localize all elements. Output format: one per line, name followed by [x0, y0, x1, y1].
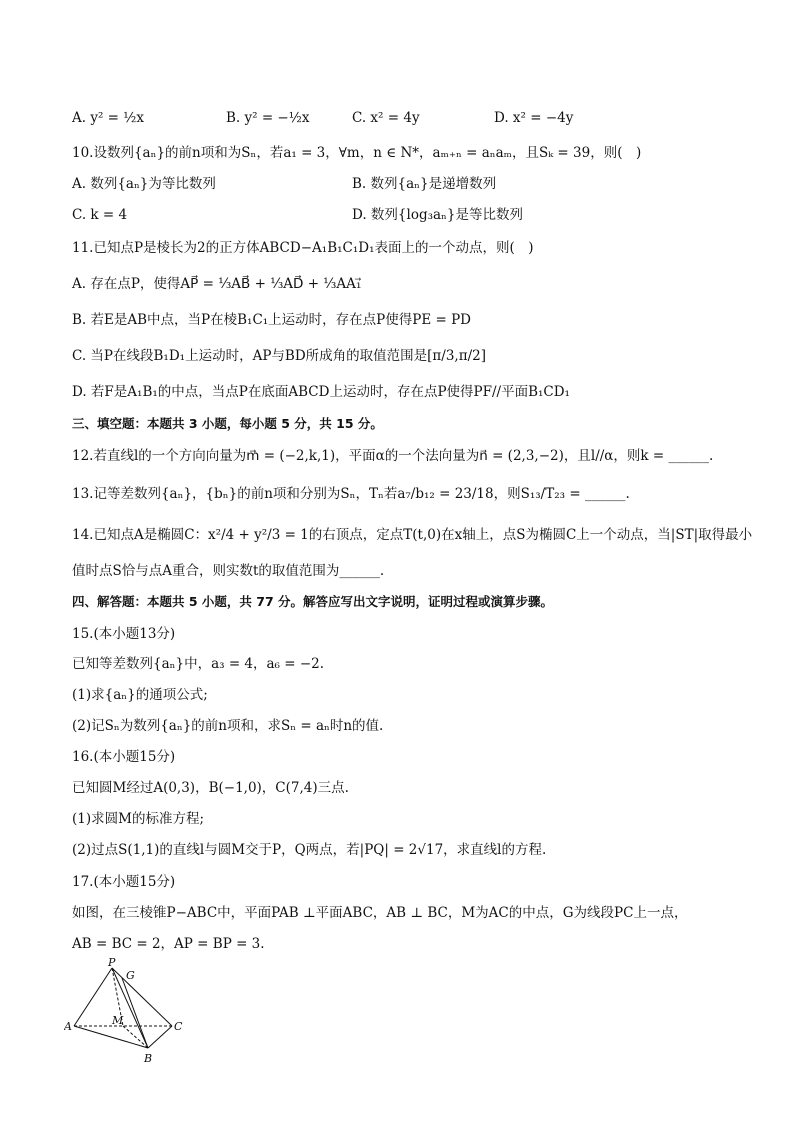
label-b: B [144, 1052, 153, 1065]
q10-option-a: A. 数列{aₙ}为等比数列 [72, 176, 216, 192]
q11-option-a: A. 存在点P，使得AP⃗ = ⅓AB⃗ + ⅓AD⃗ + ⅓AA₁⃗ [72, 276, 362, 292]
q15-part-1: (1)求{aₙ}的通项公式; [72, 687, 208, 703]
q15-stem: 已知等差数列{aₙ}中，a₃ = 4，a₆ = −2. [72, 656, 325, 672]
q17-stem-line1: 如图，在三棱锥P−ABC中，平面PAB ⊥平面ABC，AB ⊥ BC，M为AC的中点，G为线段PC上一点， [72, 905, 688, 921]
q10-option-d: D. 数列{log₃aₙ}是等比数列 [352, 207, 523, 223]
q16-part-1: (1)求圆M的标准方程; [72, 811, 204, 827]
section-fill-in-heading: 三、填空题：本题共 3 小题，每小题 5 分，共 15 分。 [72, 416, 383, 431]
q15-heading: 15.(本小题13分) [72, 626, 176, 642]
q9-option-c: C. x² = 4y [352, 110, 420, 126]
q14-stem-line1: 14.已知点A是椭圆C：x²/4 + y²/3 = 1的右顶点，定点T(t,0)在x轴上，点S为椭圆C上一个动点，当|ST|取得最小 [72, 527, 753, 543]
q14-stem-line2: 值时点S恰与点A重合，则实数t的取值范围为______. [72, 563, 385, 579]
q10-option-b: B. 数列{aₙ}是递增数列 [352, 176, 497, 192]
label-m: M [112, 1014, 124, 1027]
label-c: C [174, 1020, 183, 1033]
q15-part-2: (2)记Sₙ为数列{aₙ}的前n项和，求Sₙ = aₙ时n的值. [72, 718, 384, 734]
q16-heading: 16.(本小题15分) [72, 749, 176, 765]
q11-option-d: D. 若F是A₁B₁的中点，当点P在底面ABCD上运动时，存在点P使得PF//平面B₁CD₁ [72, 384, 570, 400]
edge-bc [148, 1026, 172, 1048]
q12-stem: 12.若直线l的一个方向向量为m⃗ = (−2,k,1)，平面α的一个法向量为n⃗ = (2,3,−2)，且l//α，则k = ______. [72, 448, 714, 464]
q16-stem: 已知圆M经过A(0,3)，B(−1,0)，C(7,4)三点. [72, 780, 349, 796]
label-p: P [108, 958, 116, 969]
q9-option-d: D. x² = −4y [494, 110, 574, 126]
edge-gb [122, 978, 148, 1048]
pyramid-figure [64, 958, 194, 1068]
edge-ab [74, 1026, 148, 1048]
q10-stem: 10.设数列{aₙ}的前n项和为Sₙ，若a₁ = 3，∀m，n ∈ N*，aₘ₊ₙ = aₙaₘ，且Sₖ = 39，则( ) [72, 145, 642, 161]
q17-heading: 17.(本小题15分) [72, 874, 176, 890]
edge-pa [74, 968, 112, 1026]
q11-option-b: B. 若E是AB中点，当P在棱B₁C₁上运动时，存在点P使得PE = PD [72, 312, 472, 328]
q9-option-b: B. y² = −½x [226, 110, 310, 126]
q11-option-c: C. 当P在线段B₁D₁上运动时，AP与BD所成角的取值范围是[π/3,π/2] [72, 348, 487, 364]
section-solution-heading: 四、解答题：本题共 5 小题，共 77 分。解答应写出文字说明，证明过程或演算步骤。 [72, 594, 554, 609]
q11-stem: 11.已知点P是棱长为2的正方体ABCD−A₁B₁C₁D₁表面上的一个动点，则( ) [72, 240, 534, 256]
label-a: A [64, 1020, 72, 1033]
q13-stem: 13.记等差数列{aₙ}，{bₙ}的前n项和分别为Sₙ，Tₙ若a₇/b₁₂ = 23/18，则S₁₃/T₂₃ = ______. [72, 486, 630, 502]
q16-part-2: (2)过点S(1,1)的直线l与圆M交于P，Q两点，若|PQ| = 2√17，求直线l的方程. [72, 842, 547, 858]
q9-option-a: A. y² = ½x [72, 110, 144, 126]
q17-stem-line2: AB = BC = 2，AP = BP = 3. [72, 936, 265, 952]
q10-option-c: C. k = 4 [72, 207, 128, 223]
label-g: G [126, 969, 135, 982]
